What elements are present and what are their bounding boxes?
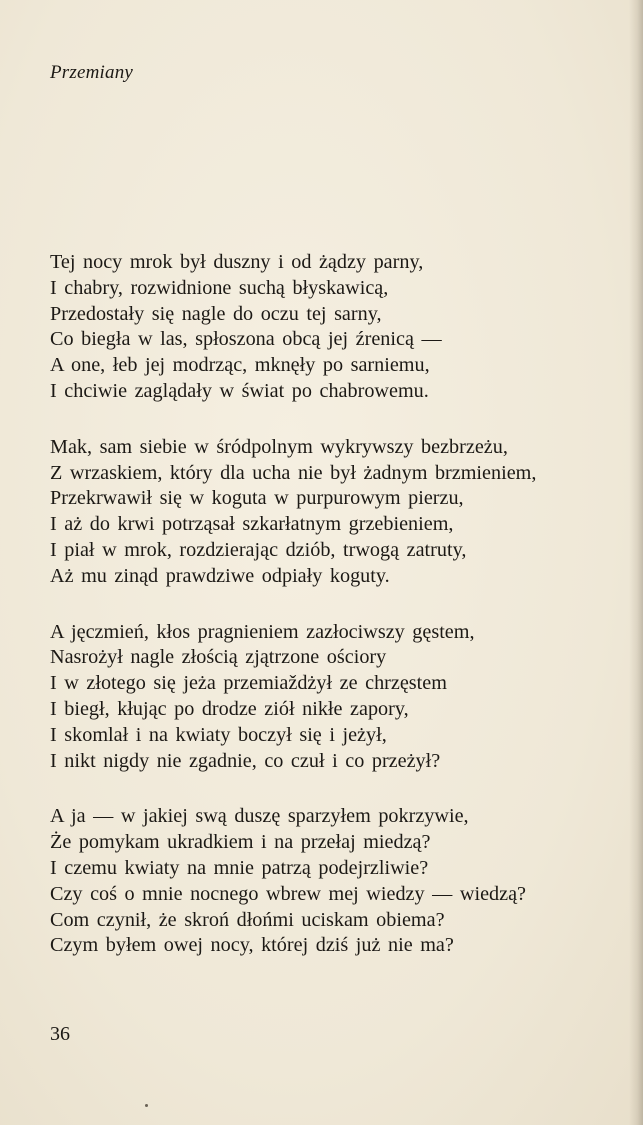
verse-line: Przedostały się nagle do oczu tej sarny, xyxy=(50,302,382,325)
stanza-2 xyxy=(50,435,630,590)
verse-line: I piał w mrok, rozdzierając dziób, trwogą zatruty, xyxy=(50,538,467,561)
verse-line: Mak, sam siebie w śródpolnym wykrywszy bezbrzeżu, xyxy=(50,435,508,458)
verse-line: Nasrożył nagle złością zjątrzone ościory xyxy=(50,646,387,669)
paper-speck xyxy=(145,1104,148,1107)
verse-line: Z wrzaskiem, który dla ucha nie był żadnym brzmieniem, xyxy=(50,461,537,484)
verse-line: I nikt nigdy nie zgadnie, co czuł i co przeżył? xyxy=(50,749,441,772)
verse-line: A jęczmień, kłos pragnieniem zazłociwszy gęstem, xyxy=(50,620,475,643)
verse-line: I chciwie zaglądały w świat po chabrowemu. xyxy=(50,379,429,402)
verse-line: A one, łeb jej modrząc, mknęły po sarniemu, xyxy=(50,354,430,377)
verse-line: I skomlał i na kwiaty boczył się i jeżył, xyxy=(50,723,387,746)
page-gutter-shadow xyxy=(629,0,643,1125)
verse-line: I w złotego się jeża przemiaždżył ze chrzęstem xyxy=(50,672,447,695)
verse-line: Czy coś o mnie nocnego wbrew mej wiedzy — wiedzą? xyxy=(50,882,527,905)
verse-line: Przekrwawił się w koguta w purpurowym pierzu, xyxy=(50,487,464,510)
verse-line: A ja — w jakiej swą duszę sparzyłem pokrzywie, xyxy=(50,805,469,828)
running-head: Przemiany xyxy=(50,62,134,83)
verse-line: I czemu kwiaty na mnie patrzą podejrzliwie? xyxy=(50,856,429,879)
stanza-1 xyxy=(50,250,630,405)
verse-line: Co biegła w las, spłoszona obcą jej źrenicą — xyxy=(50,328,442,351)
verse-line: Aż mu zinąd prawdziwe odpiały koguty. xyxy=(50,564,390,587)
verse-line: I chabry, rozwidnione suchą błyskawicą, xyxy=(50,276,389,299)
poem xyxy=(50,250,630,989)
verse-line: I aż do krwi potrząsał szkarłatnym grzebieniem, xyxy=(50,513,454,536)
verse-line: Że pomykam ukradkiem i na przełaj miedzą? xyxy=(50,831,431,854)
verse-line: Com czynił, że skroń dłońmi uciskam obiema? xyxy=(50,908,445,931)
verse-line: Tej nocy mrok był duszny i od żądzy parny, xyxy=(50,251,424,273)
verse-line: Czym byłem owej nocy, której dziś już nie ma? xyxy=(50,934,454,957)
page-number: 36 xyxy=(50,1023,70,1045)
stanza-3 xyxy=(50,620,630,775)
verse-line: I biegł, kłując po drodze ziół nikłe zapory, xyxy=(50,697,409,720)
stanza-4 xyxy=(50,804,630,959)
